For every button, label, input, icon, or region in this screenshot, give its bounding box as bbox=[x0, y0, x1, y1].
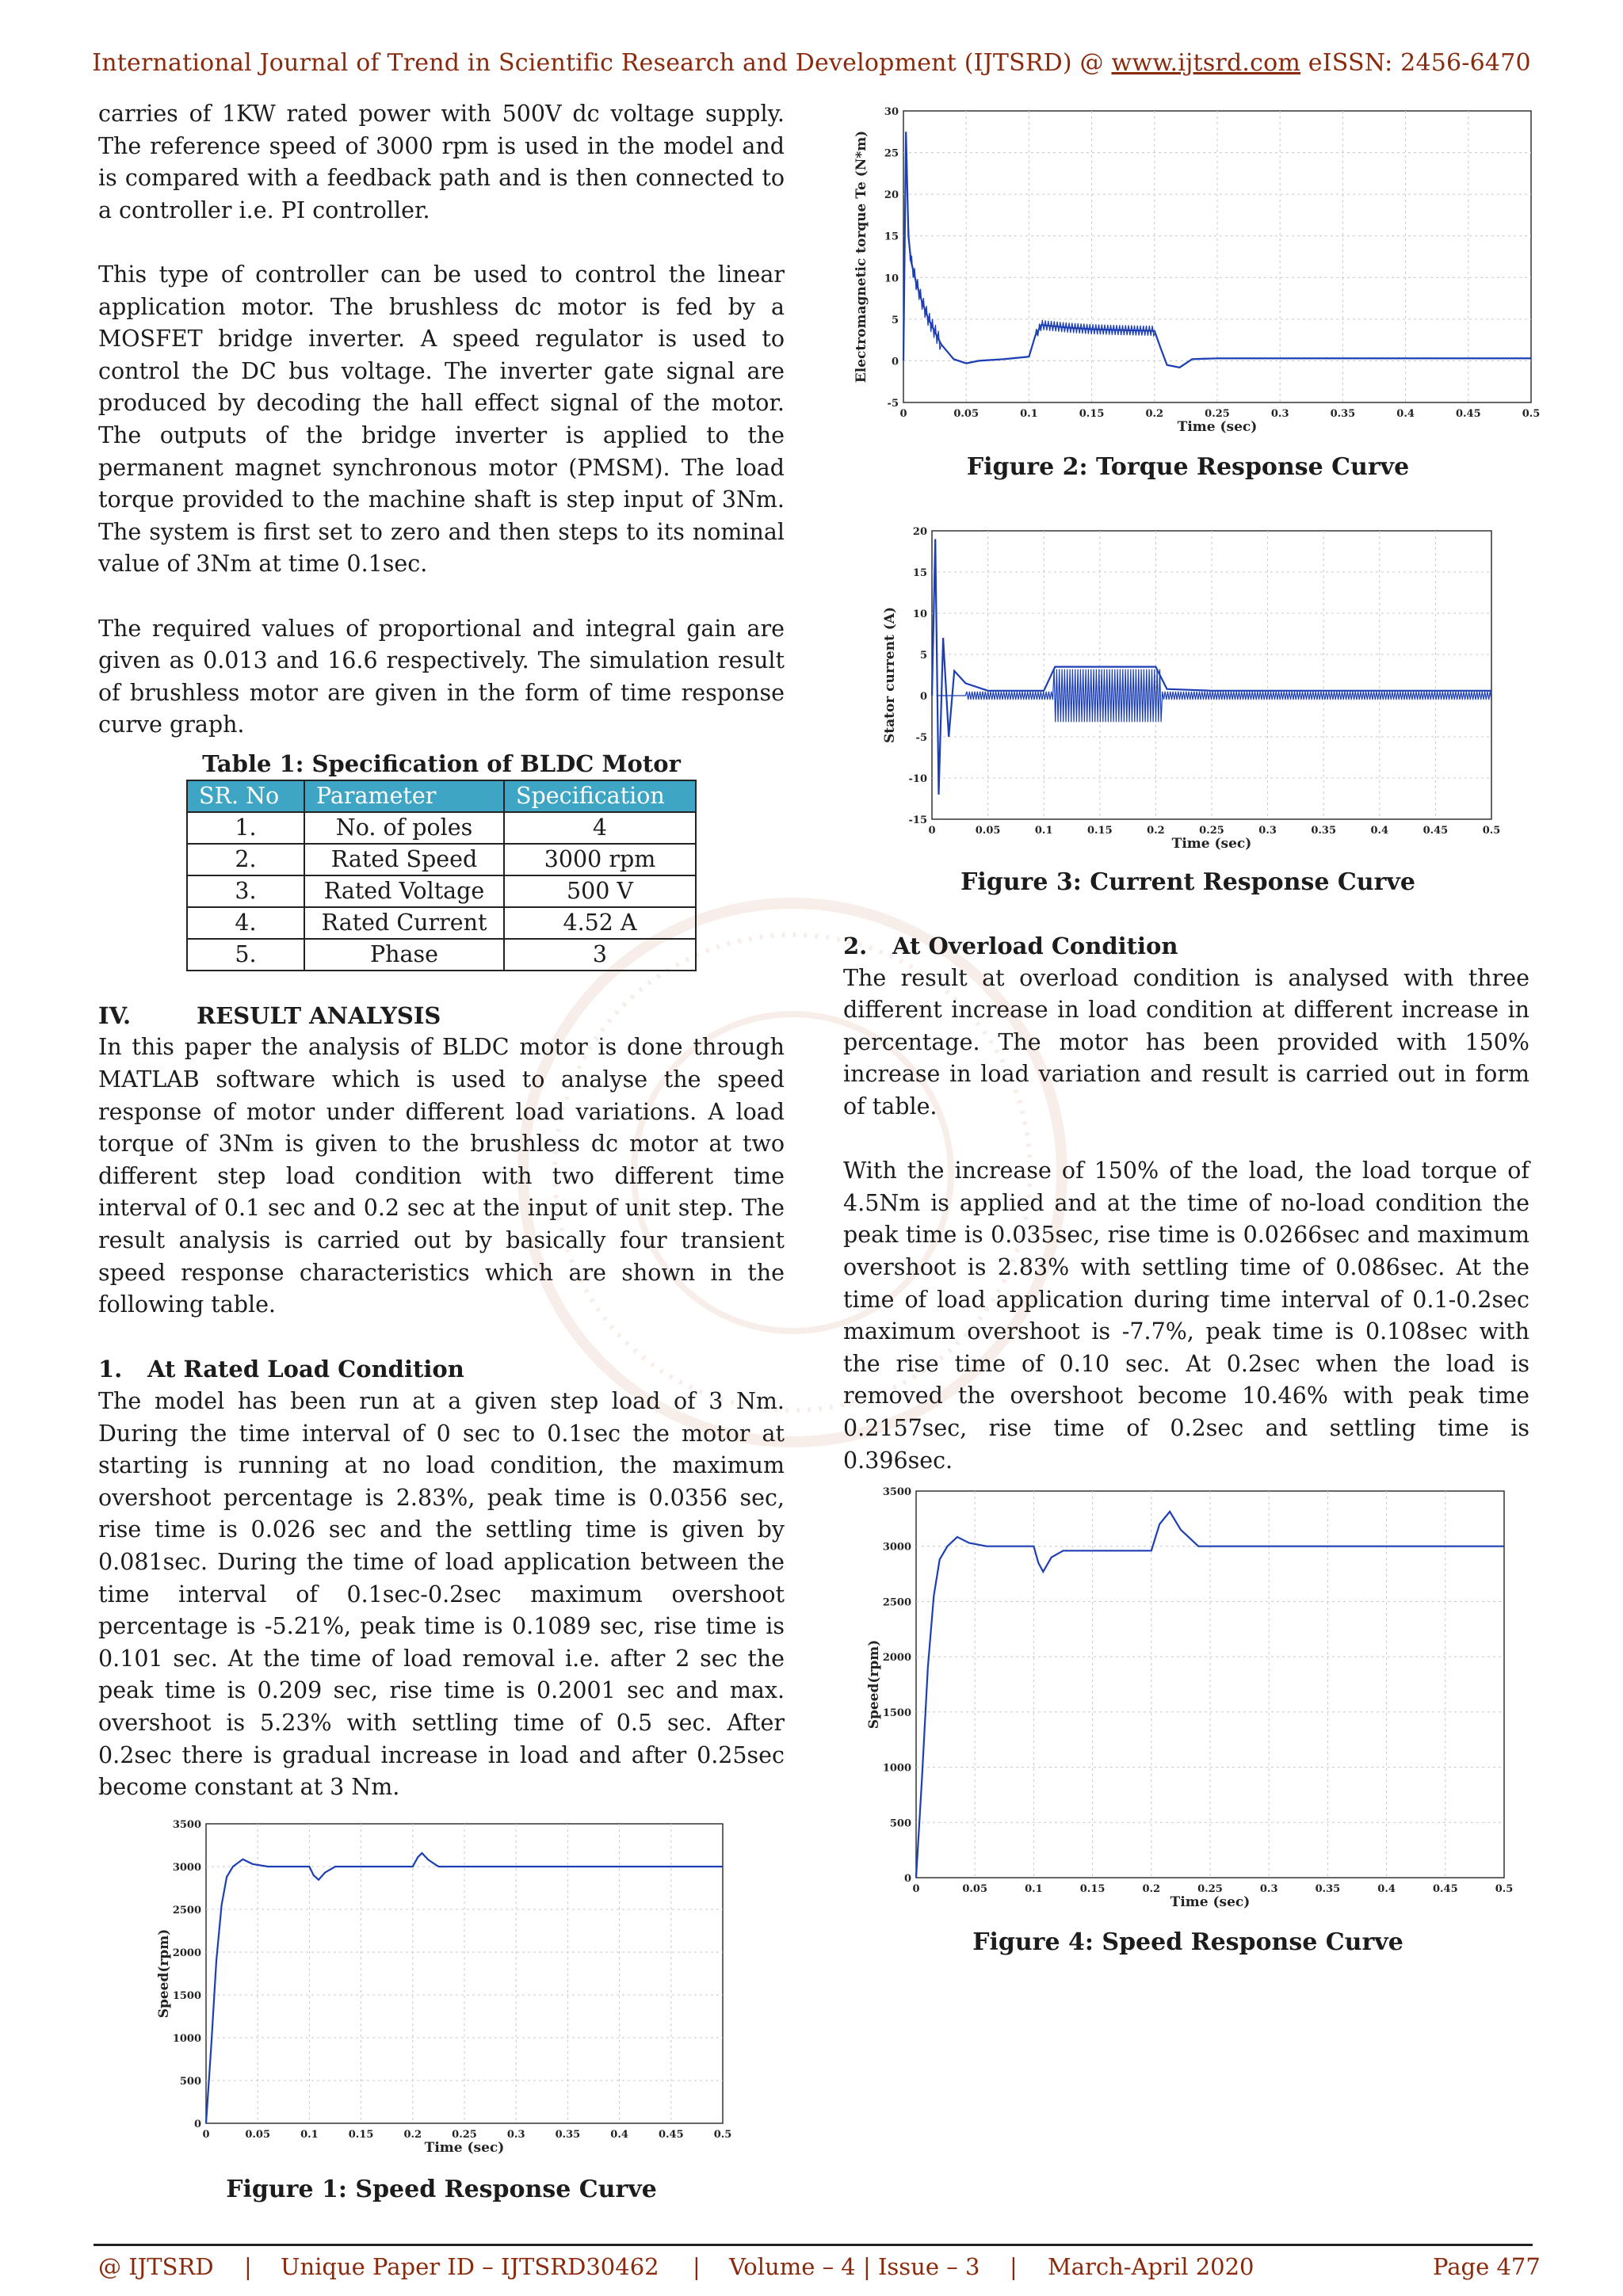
x-axis-label: Time (sec) bbox=[1171, 836, 1252, 852]
x-tick-label: 0.1 bbox=[1025, 1883, 1043, 1895]
x-tick-label: 0.3 bbox=[1270, 408, 1289, 420]
table-cell: Rated Current bbox=[304, 907, 504, 939]
x-tick-label: 0 bbox=[202, 2129, 210, 2141]
current-response-chart bbox=[876, 520, 1501, 865]
right-column bbox=[843, 930, 1529, 1477]
y-axis-label: Stator current (A) bbox=[882, 606, 898, 744]
y-tick-label: 2500 bbox=[172, 1905, 201, 1917]
footer-separator: | bbox=[244, 2253, 252, 2280]
figure-4-caption: Figure 4: Speed Response Curve bbox=[972, 1928, 1403, 1956]
y-axis-label: Speed(rpm) bbox=[156, 1928, 172, 2019]
speed-response-chart-overload bbox=[861, 1480, 1514, 1924]
table-cell: 4. bbox=[187, 907, 304, 939]
paragraph: The result at overload condition is analysed with three different increase in load condition at different increase in percentage. The motor has been provided with 150% increase in load variation and result is carried out in form of table. bbox=[843, 964, 1529, 1119]
figure-2-caption: Figure 2: Torque Response Curve bbox=[966, 453, 1410, 481]
y-tick-label: -15 bbox=[908, 814, 927, 826]
specification-table bbox=[186, 780, 697, 971]
x-tick-label: 0.5 bbox=[713, 2129, 732, 2141]
table-row bbox=[187, 844, 696, 875]
header-issn: eISSN: 2456-6470 bbox=[1300, 49, 1531, 77]
table-caption: Table 1: Specification of BLDC Motor bbox=[202, 749, 681, 777]
figure-2-torque-plot bbox=[848, 100, 1541, 448]
subsection-number: 2. bbox=[843, 933, 868, 959]
table-cell: 3000 rpm bbox=[504, 844, 696, 875]
y-tick-label: 10 bbox=[884, 273, 899, 285]
figure-3-caption: Figure 3: Current Response Curve bbox=[960, 868, 1415, 896]
table-cell: Rated Voltage bbox=[304, 875, 504, 907]
figure-1-caption: Figure 1: Speed Response Curve bbox=[226, 2176, 657, 2203]
y-tick-label: 0 bbox=[193, 2119, 201, 2130]
left-column bbox=[98, 98, 785, 1804]
y-tick-label: 500 bbox=[179, 2076, 201, 2088]
footer-journal: @ IJTSRD bbox=[98, 2253, 214, 2280]
table-cell: Rated Speed bbox=[304, 844, 504, 875]
footer-separator: | bbox=[1010, 2253, 1018, 2280]
y-tick-label: 3000 bbox=[172, 1862, 201, 1874]
x-tick-label: 0.45 bbox=[1423, 825, 1449, 837]
subsection-number: 1. bbox=[98, 1356, 123, 1383]
x-tick-label: 0.25 bbox=[1205, 408, 1230, 420]
table-row bbox=[187, 939, 696, 971]
plot-area bbox=[156, 1819, 731, 2156]
x-tick-label: 0.15 bbox=[1079, 1883, 1106, 1895]
x-tick-label: 0.5 bbox=[1482, 825, 1501, 837]
x-tick-label: 0.05 bbox=[245, 2129, 271, 2141]
x-tick-label: 0.2 bbox=[1147, 825, 1165, 837]
table-cell: 500 V bbox=[504, 875, 696, 907]
x-axis-label: Time (sec) bbox=[1170, 1894, 1251, 1910]
x-tick-label: 0.4 bbox=[1377, 1883, 1396, 1895]
section-heading bbox=[98, 1000, 785, 1032]
journal-website-link[interactable]: www.ijtsrd.com bbox=[1111, 49, 1301, 77]
y-tick-label: 25 bbox=[884, 147, 899, 160]
x-tick-label: 0.05 bbox=[975, 825, 1001, 837]
footer-divider bbox=[94, 2244, 1533, 2246]
x-tick-label: 0.1 bbox=[300, 2129, 319, 2141]
paragraph: The required values of proportional and integral gain are given as 0.013 and 16.6 respectively. The simulation result of brushless motor are given in the form of time response curve graph. bbox=[98, 615, 785, 738]
x-tick-label: 0.4 bbox=[1396, 408, 1415, 420]
footer-volume: Volume – 4 | Issue – 3 bbox=[729, 2253, 980, 2280]
x-tick-label: 0.5 bbox=[1495, 1883, 1514, 1895]
table-cell: No. of poles bbox=[304, 812, 504, 844]
table-cell: 4.52 A bbox=[504, 907, 696, 939]
section-title: RESULT ANALYSIS bbox=[197, 1001, 441, 1029]
x-tick-label: 0.1 bbox=[1034, 825, 1053, 837]
x-tick-label: 0.2 bbox=[403, 2129, 422, 2141]
x-tick-label: 0 bbox=[899, 408, 907, 420]
table-row bbox=[187, 907, 696, 939]
section-number: IV. bbox=[98, 1001, 132, 1029]
y-tick-label: 3500 bbox=[172, 1819, 201, 1831]
table-cell: 3. bbox=[187, 875, 304, 907]
x-axis-label: Time (sec) bbox=[424, 2140, 505, 2156]
footer-page-number: Page 477 bbox=[1433, 2253, 1541, 2280]
subsection-heading bbox=[98, 1353, 785, 1386]
table-header-row bbox=[187, 780, 696, 812]
y-tick-label: 15 bbox=[912, 567, 927, 579]
y-axis-label: Electromagnetic torque Te (N*m) bbox=[854, 130, 869, 383]
x-axis-label: Time (sec) bbox=[1177, 419, 1258, 435]
paragraph: In this paper the analysis of BLDC motor is done through MATLAB software which is used to analyse the speed response of motor under different load variations. A load torque of 3Nm is given to the brushless dc motor at two different step load condition with two different time interval of 0.1 sec and 0.2 sec at the input of unit step. The result analysis is carried out by basically four transient speed response characteristics which are shown in the following table. bbox=[98, 1034, 785, 1318]
y-axis-label: Speed(rpm) bbox=[866, 1639, 882, 1730]
x-tick-label: 0 bbox=[912, 1883, 920, 1895]
x-tick-label: 0.3 bbox=[1259, 1883, 1278, 1895]
x-tick-label: 0.45 bbox=[1455, 408, 1481, 420]
table-cell: 5. bbox=[187, 939, 304, 971]
y-tick-label: 0 bbox=[903, 1873, 911, 1885]
y-tick-label: 500 bbox=[889, 1817, 911, 1830]
y-tick-label: 3000 bbox=[882, 1541, 911, 1554]
table-row bbox=[187, 875, 696, 907]
y-tick-label: 1500 bbox=[172, 1990, 201, 2002]
x-tick-label: 0.35 bbox=[555, 2129, 581, 2141]
table-cell: Phase bbox=[304, 939, 504, 971]
subsection-heading bbox=[843, 930, 1529, 963]
x-tick-label: 0.15 bbox=[1086, 825, 1113, 837]
y-tick-label: 2500 bbox=[882, 1596, 911, 1609]
paragraph: carries of 1KW rated power with 500V dc voltage supply. The reference speed of 3000 rpm is used in the model and is compared with a feedback path and is then connected to a controller i.e. PI controller. bbox=[98, 101, 785, 223]
x-tick-label: 0.35 bbox=[1330, 408, 1356, 420]
column-header: Specification bbox=[504, 780, 696, 812]
footer-separator: | bbox=[693, 2253, 701, 2280]
x-tick-label: 0.15 bbox=[1079, 408, 1105, 420]
paragraph: With the increase of 150% of the load, the load torque of 4.5Nm is applied and at the time of no-load condition the peak time is 0.035sec, rise time is 0.0266sec and maximum overshoot is 2.83% with settling time of 0.086sec. At the time of load application during time interval of 0.1-0.2sec maximum overshoot is -7.7%, peak time is 0.108sec with the rise time of 0.10 sec. At 0.2sec when the load is removed the overshoot become 10.46% with peak time 0.2157sec, rise time of 0.2sec and settling time is 0.396sec. bbox=[843, 1158, 1529, 1474]
y-tick-label: 30 bbox=[884, 106, 899, 118]
y-tick-label: 2000 bbox=[172, 1947, 201, 1959]
plot-area bbox=[882, 526, 1500, 852]
x-tick-label: 0.45 bbox=[1432, 1883, 1458, 1895]
x-tick-label: 0.05 bbox=[953, 408, 980, 420]
table-cell: 3 bbox=[504, 939, 696, 971]
y-tick-label: 5 bbox=[891, 314, 899, 326]
x-tick-label: 0.2 bbox=[1145, 408, 1164, 420]
torque-response-chart bbox=[848, 100, 1541, 448]
x-tick-label: 0.15 bbox=[348, 2129, 374, 2141]
subsection-title: At Overload Condition bbox=[892, 933, 1178, 959]
table-cell: 4 bbox=[504, 812, 696, 844]
x-tick-label: 0.4 bbox=[1370, 825, 1389, 837]
y-tick-label: 0 bbox=[919, 691, 927, 703]
x-tick-label: 0.05 bbox=[962, 1883, 988, 1895]
subsection-title: At Rated Load Condition bbox=[147, 1356, 464, 1383]
x-tick-label: 0.35 bbox=[1311, 825, 1337, 837]
paragraph: This type of controller can be used to control the linear application motor. The brushless dc motor is fed by a MOSFET bridge inverter. A speed regulator is used to control the DC bus voltage. The inverter gate signal are produced by decoding the hall effect signal of the motor. The outputs of the bridge inverter is applied to the permanent magnet synchronous motor (PMSM). The load torque provided to the machine shaft is step input of 3Nm. The system is first set to zero and then steps to its nominal value of 3Nm at time 0.1sec. bbox=[98, 261, 785, 578]
x-tick-label: 0.45 bbox=[658, 2129, 684, 2141]
y-tick-label: 20 bbox=[912, 526, 927, 538]
y-tick-label: 5 bbox=[919, 650, 927, 662]
column-header: Parameter bbox=[304, 780, 504, 812]
x-tick-label: 0.5 bbox=[1522, 408, 1541, 420]
y-tick-label: 15 bbox=[884, 231, 899, 243]
paragraph: The model has been run at a given step load of 3 Nm. During the time interval of 0 sec to 0.1sec the motor at starting is running at no load condition, the maximum overshoot percentage is 2.83%, peak time is 0.0356 sec, rise time is 0.026 sec and the settling time is given by 0.081sec. During the time of load application between the time interval of 0.1sec-0.2sec maximum overshoot percentage is -5.21%, peak time is 0.1089 sec, rise time is 0.101 sec. At the time of load removal i.e. after 2 sec the peak time is 0.209 sec, rise time is 0.2001 sec and max. overshoot is 5.23% with settling time of 0.5 sec. After 0.2sec there is gradual increase in load and after 0.25sec become constant at 3 Nm. bbox=[98, 1388, 785, 1801]
y-tick-label: 2000 bbox=[882, 1652, 911, 1665]
y-tick-label: 0 bbox=[891, 356, 899, 368]
x-tick-label: 0.2 bbox=[1142, 1883, 1161, 1895]
x-tick-label: 0.35 bbox=[1315, 1883, 1341, 1895]
x-tick-label: 0.25 bbox=[1199, 825, 1224, 837]
running-header bbox=[0, 49, 1623, 77]
x-tick-label: 0.3 bbox=[506, 2129, 525, 2141]
plot-area bbox=[854, 106, 1540, 435]
y-tick-label: 1000 bbox=[882, 1762, 911, 1775]
x-tick-label: 0.4 bbox=[610, 2129, 628, 2141]
y-tick-label: -5 bbox=[887, 398, 899, 410]
y-tick-label: 20 bbox=[884, 189, 899, 202]
table-cell: 1. bbox=[187, 812, 304, 844]
figure-3-current-plot bbox=[876, 520, 1501, 865]
table-row bbox=[187, 812, 696, 844]
y-tick-label: -10 bbox=[908, 773, 927, 785]
figure-4-speed-plot bbox=[861, 1480, 1514, 1924]
table-cell: 2. bbox=[187, 844, 304, 875]
y-tick-label: 1000 bbox=[172, 2033, 201, 2045]
footer-paper-id: Unique Paper ID – IJTSRD30462 bbox=[281, 2253, 659, 2280]
footer-date: March-April 2020 bbox=[1048, 2253, 1254, 2280]
header-journal-name: International Journal of Trend in Scientific Research and Development (IJTSRD) @ bbox=[92, 49, 1112, 77]
y-tick-label: -5 bbox=[915, 732, 927, 744]
x-tick-label: 0.3 bbox=[1258, 825, 1277, 837]
y-tick-label: 3500 bbox=[882, 1486, 911, 1498]
x-tick-label: 0.1 bbox=[1020, 408, 1038, 420]
column-header: SR. No bbox=[187, 780, 304, 812]
x-tick-label: 0 bbox=[928, 825, 936, 837]
y-tick-label: 1500 bbox=[882, 1707, 911, 1719]
x-tick-label: 0.25 bbox=[452, 2129, 477, 2141]
speed-response-chart-rated bbox=[151, 1813, 732, 2169]
x-tick-label: 0.25 bbox=[1197, 1883, 1223, 1895]
figure-1-speed-plot bbox=[151, 1813, 732, 2169]
plot-area bbox=[866, 1486, 1513, 1910]
y-tick-label: 10 bbox=[912, 608, 927, 620]
